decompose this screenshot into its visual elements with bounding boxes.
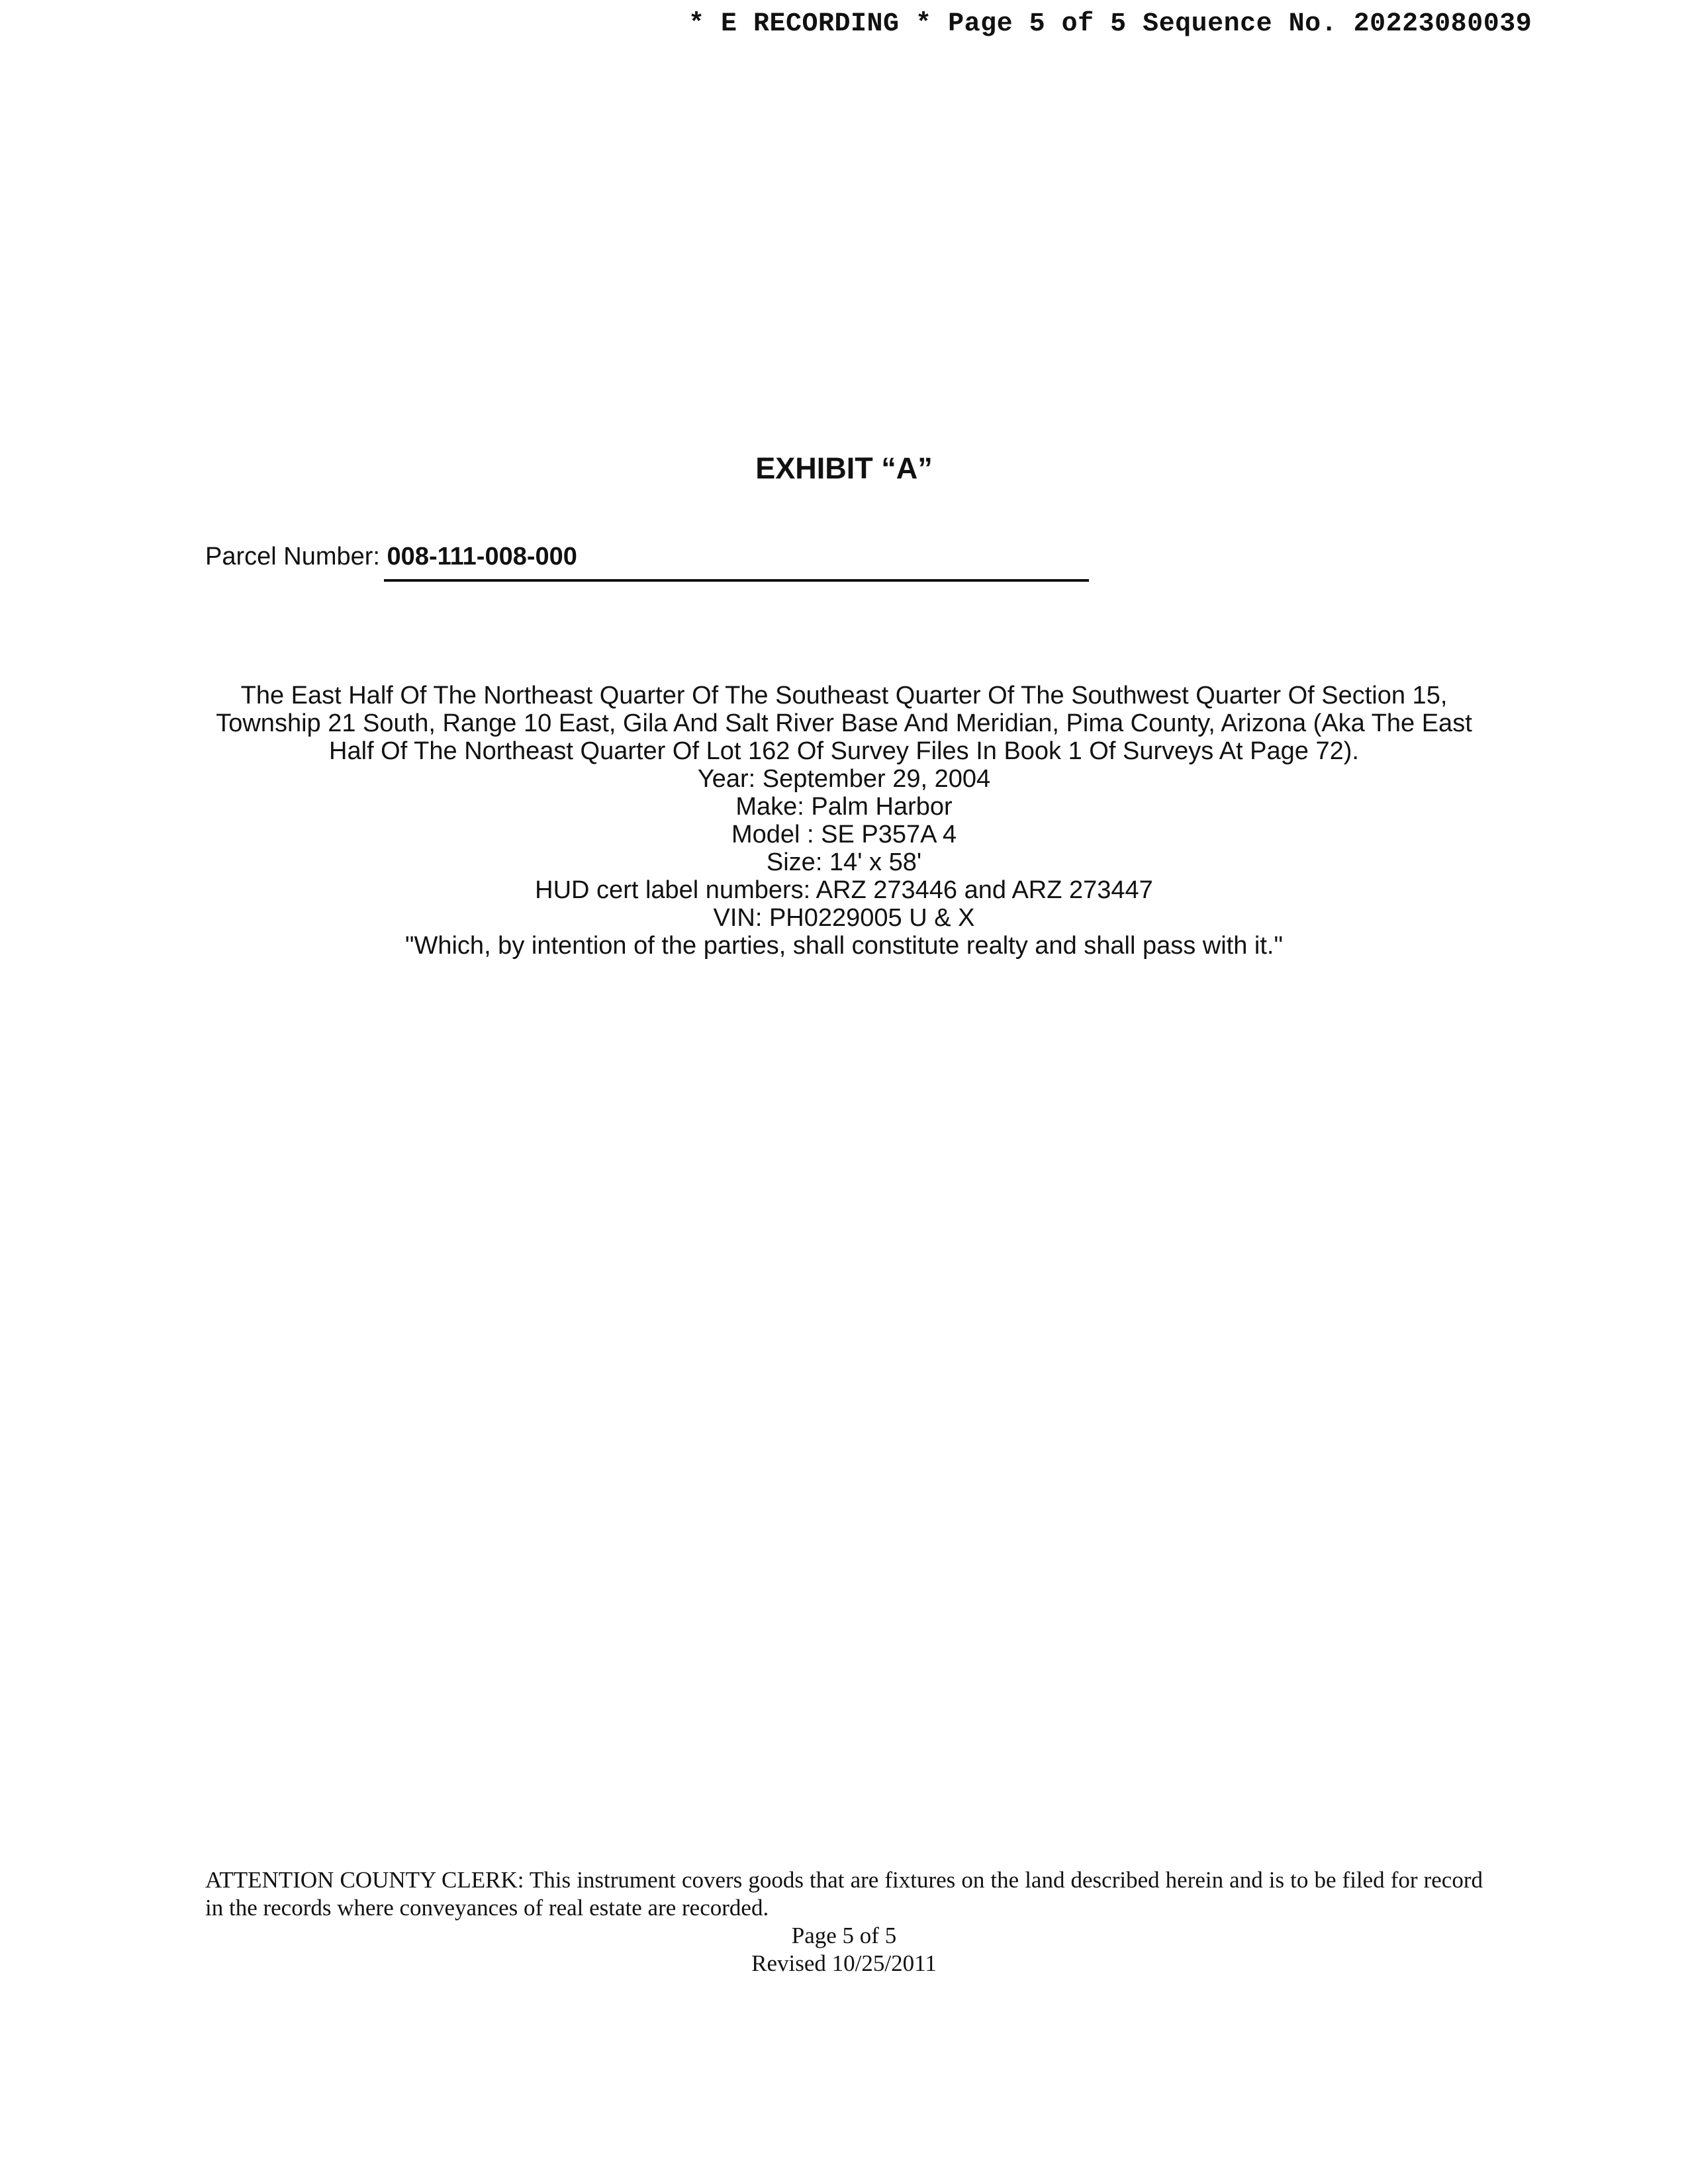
home-model: Model : SE P357A 4 [731, 821, 957, 848]
legal-description [199, 682, 1489, 960]
revision-date: Revised 10/25/2011 [751, 1950, 937, 1976]
parcel-underline [384, 579, 1089, 582]
home-vin: VIN: PH0229005 U & X [713, 904, 975, 932]
parcel-number-value: 008-111-008-000 [387, 543, 577, 570]
home-year: Year: September 29, 2004 [697, 765, 991, 793]
recording-header: * E RECORDING * Page 5 of 5 Sequence No. 20223080039 [688, 9, 1532, 39]
exhibit-title: EXHIBIT “A” [755, 451, 933, 485]
county-clerk-notice: ATTENTION COUNTY CLERK: This instrument covers goods that are fixtures on the land described herein and is to be filed for record in the records where conveyances of real estate are recorded. [205, 1867, 1483, 1921]
page-number: Page 5 of 5 [791, 1923, 897, 1948]
footer [205, 1866, 1483, 1978]
hud-label-numbers: HUD cert label numbers: ARZ 273446 and ARZ 273447 [535, 876, 1153, 904]
realty-intention-quote: "Which, by intention of the parties, shall constitute realty and shall pass with it." [405, 932, 1283, 960]
home-make: Make: Palm Harbor [735, 793, 953, 821]
parcel-number-row [205, 543, 577, 571]
home-size: Size: 14' x 58' [766, 848, 922, 876]
legal-description-paragraph: The East Half Of The Northeast Quarter Of The Southeast Quarter Of The Southwest Quarter Of Section 15, Township 21 South, Range 10 East, Gila And Salt River Base And Meridian, Pima County, Arizona (Aka The East Half Of The Northeast Quarter Of Lot 162 Of Survey Files In Book 1 Of Surveys At Page 72). [216, 682, 1472, 765]
parcel-number-label: Parcel Number: [205, 543, 380, 570]
